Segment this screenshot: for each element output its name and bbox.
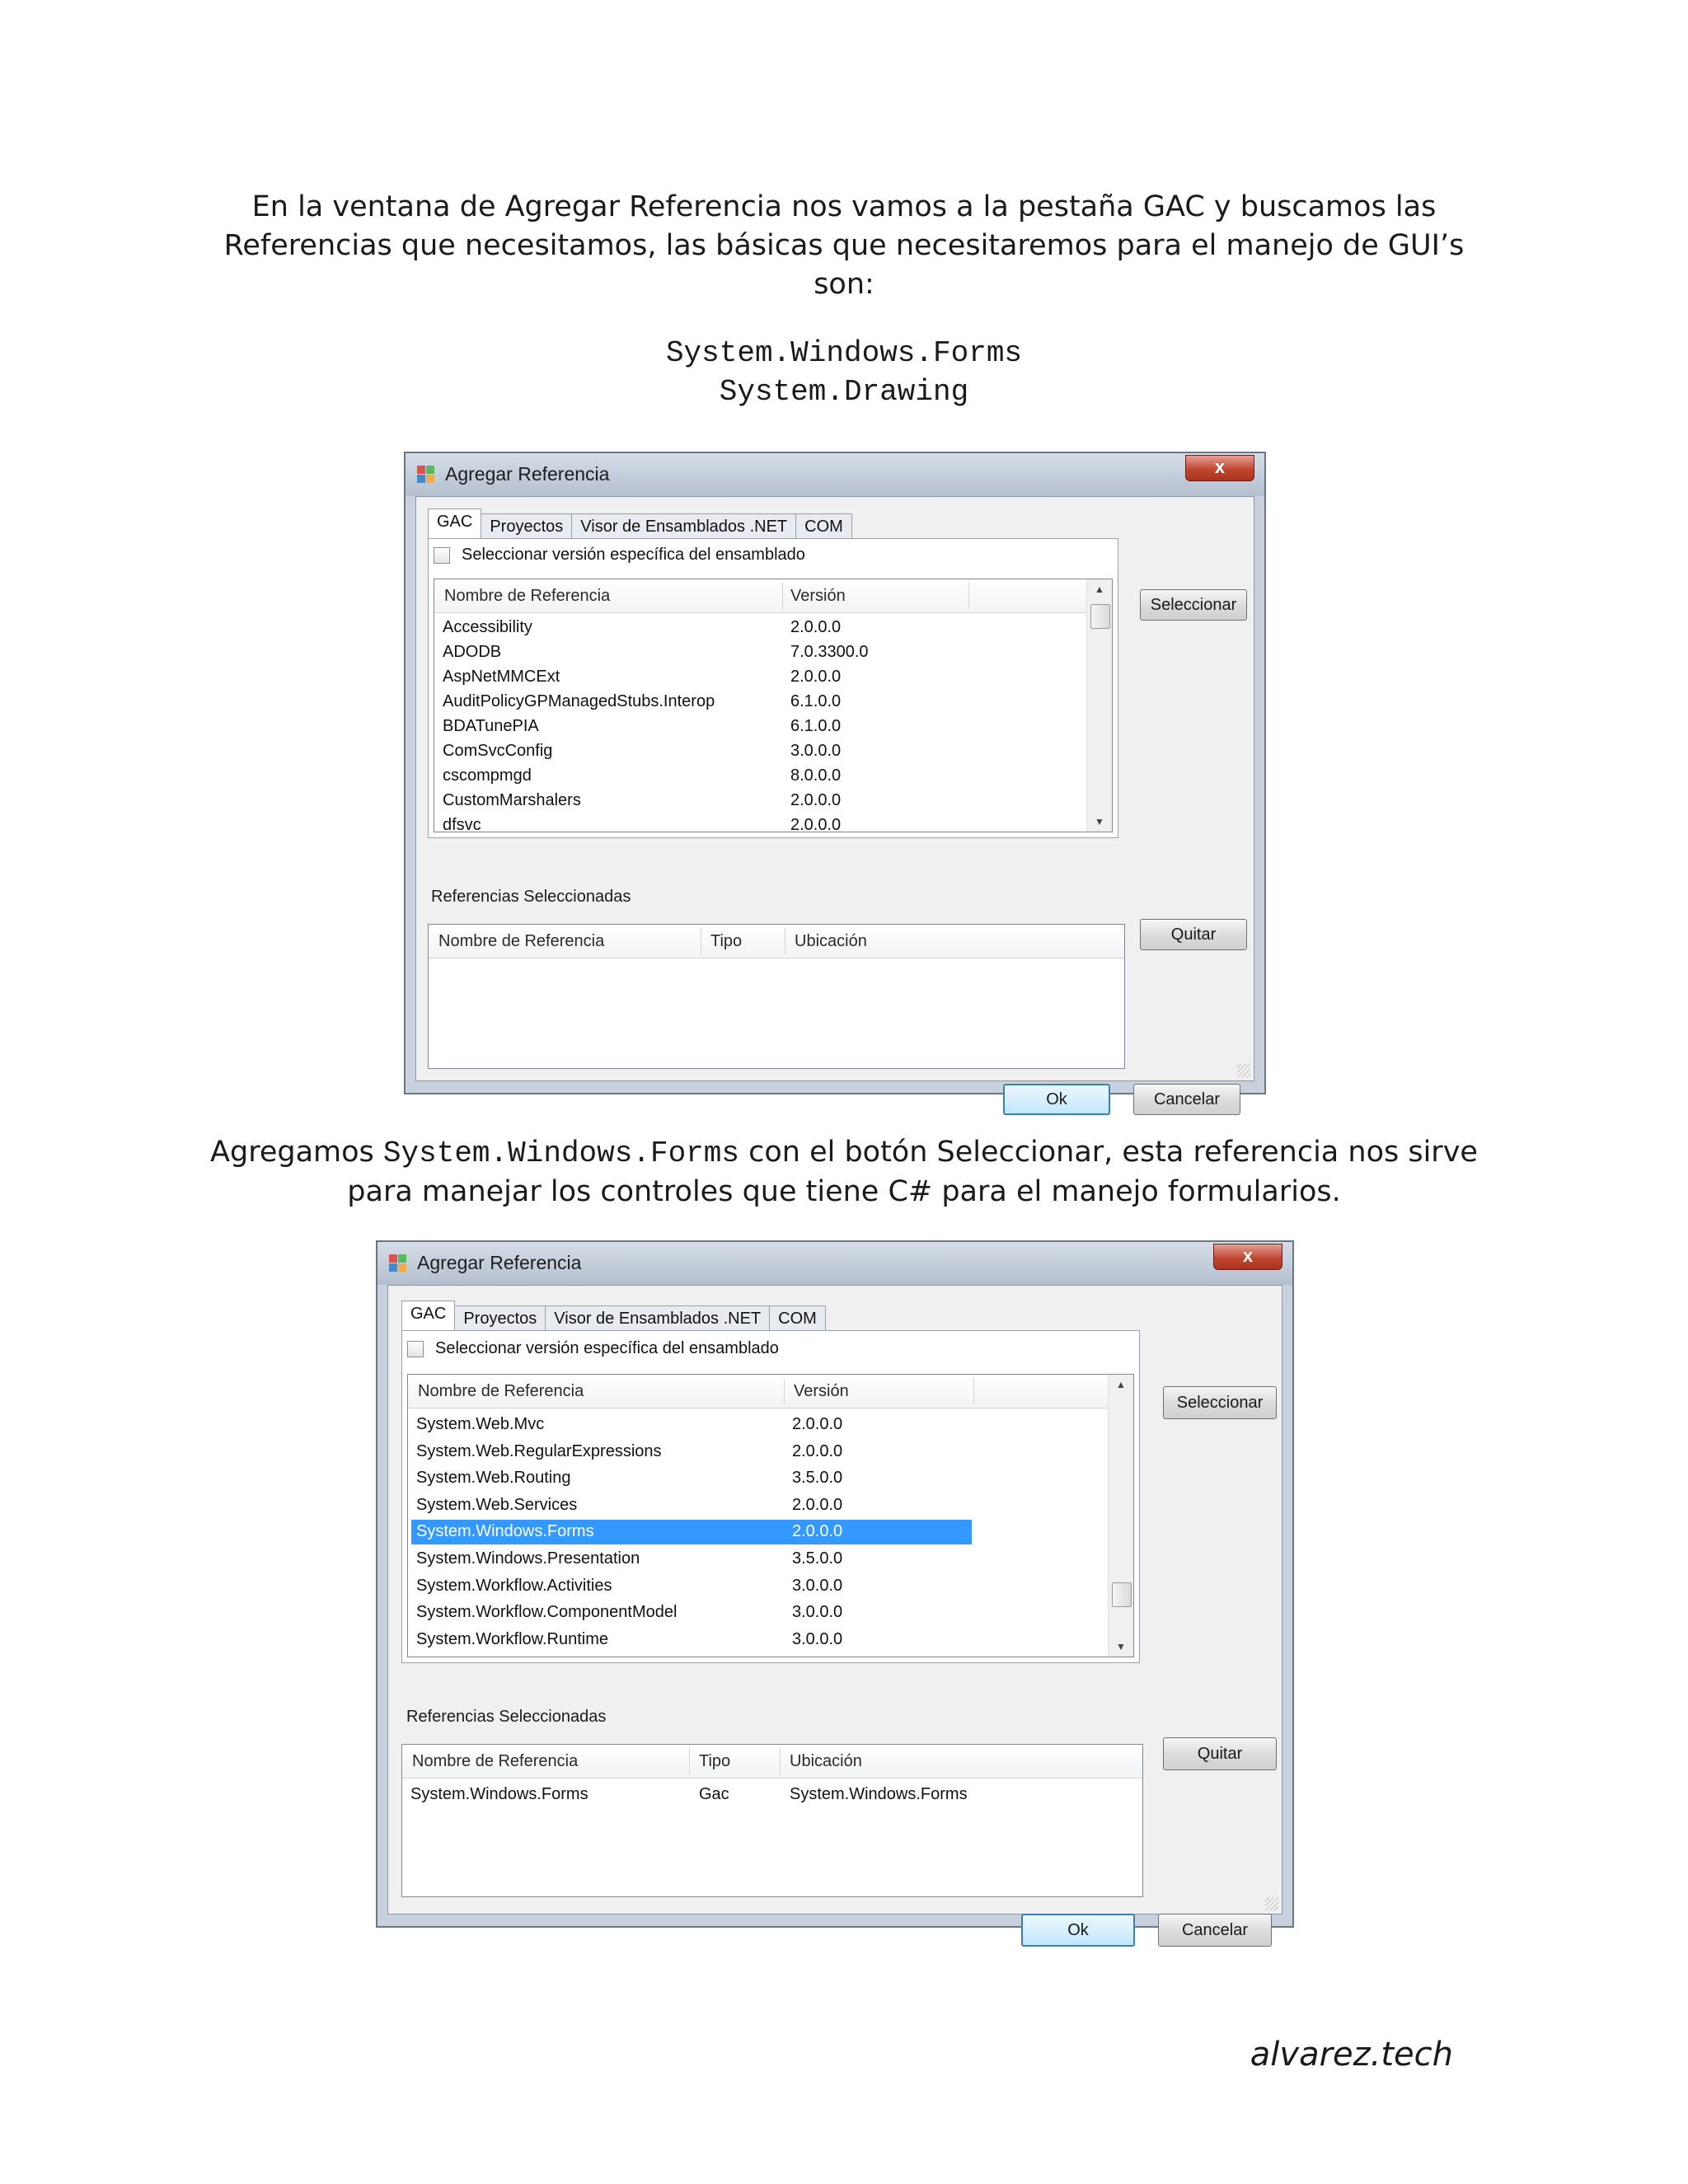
specific-version-label: Seleccionar versión específica del ensamblado: [462, 546, 805, 564]
list-scrollbar[interactable]: [1086, 579, 1112, 832]
reference-version: 2.0.0.0: [792, 1415, 843, 1433]
add-reference-dialog: [376, 1240, 1294, 1939]
scroll-thumb[interactable]: [1112, 1582, 1132, 1607]
column-header-location[interactable]: Ubicación: [795, 932, 867, 950]
intro-paragraph: En la ventana de Agregar Referencia nos vamos a la pestaña GAC y buscamos las Referencias que necesitamos, las básicas que necesitaremos para el manejo de GUI’s son:: [223, 190, 1465, 301]
list-item[interactable]: [438, 665, 1112, 690]
code-line: System.Drawing: [719, 375, 969, 409]
list-item[interactable]: [438, 715, 1112, 739]
column-header-type[interactable]: Tipo: [699, 1752, 731, 1770]
reference-version: 2.0.0.0: [792, 1495, 843, 1514]
list-item[interactable]: [438, 690, 1112, 715]
ok-button[interactable]: Ok: [1021, 1914, 1135, 1947]
tab-gac[interactable]: GAC: [428, 509, 481, 538]
reference-name: System.Windows.Forms: [416, 1522, 594, 1541]
tab-visor-ensamblados[interactable]: Visor de Ensamblados .NET: [545, 1305, 770, 1330]
selected-references-list[interactable]: [401, 1744, 1143, 1897]
title-bar[interactable]: [406, 453, 1264, 496]
title-bar[interactable]: [377, 1242, 1292, 1285]
reference-version: 3.0.0.0: [792, 1603, 843, 1622]
specific-version-label: Seleccionar versión específica del ensamblado: [435, 1339, 779, 1357]
resize-grip[interactable]: [1265, 1897, 1278, 1910]
code-block: [206, 334, 1482, 411]
reference-list[interactable]: [434, 579, 1113, 832]
remove-button[interactable]: Quitar: [1163, 1737, 1277, 1770]
reference-version: 2.0.0.0: [790, 668, 842, 686]
column-header-version[interactable]: Versión: [794, 1382, 849, 1400]
reference-name: System.Workflow.Activities: [416, 1576, 612, 1595]
tab-com[interactable]: COM: [795, 513, 852, 538]
window-title: Agregar Referencia: [417, 1252, 582, 1273]
reference-name: System.Web.Routing: [416, 1469, 571, 1488]
list-item[interactable]: [438, 813, 1112, 832]
selected-list-header: [402, 1745, 1142, 1779]
specific-version-checkbox[interactable]: [434, 547, 450, 564]
reference-version: 3.5.0.0: [792, 1549, 843, 1568]
list-item[interactable]: [438, 764, 1112, 789]
reference-name: AuditPolicyGPManagedStubs.Interop: [443, 692, 715, 710]
list-item[interactable]: [411, 1547, 1133, 1572]
column-header-version[interactable]: Versión: [790, 587, 846, 605]
selected-references-label: Referencias Seleccionadas: [406, 1708, 607, 1726]
reference-version: 3.0.0.0: [790, 742, 842, 760]
selected-list-header: [429, 925, 1124, 958]
scroll-thumb[interactable]: [1090, 604, 1110, 629]
list-item[interactable]: [411, 1493, 1133, 1518]
cancel-button[interactable]: Cancelar: [1133, 1084, 1240, 1115]
list-item[interactable]: [411, 1466, 1133, 1491]
column-header-name[interactable]: Nombre de Referencia: [412, 1752, 579, 1770]
tab-proyectos[interactable]: Proyectos: [454, 1305, 546, 1330]
scroll-up-icon[interactable]: ▲: [1095, 583, 1104, 595]
reference-version: 3.5.0.0: [792, 1469, 843, 1488]
ok-button[interactable]: Ok: [1003, 1084, 1110, 1115]
column-header-location[interactable]: Ubicación: [790, 1752, 862, 1770]
reference-name: BDATunePIA: [443, 717, 539, 735]
dialog-body: [415, 496, 1254, 1108]
close-icon[interactable]: x: [1213, 1244, 1282, 1270]
middle-text-prefix: Agregamos: [210, 1136, 383, 1169]
gac-tab-panel: [401, 1330, 1140, 1663]
selected-reference-type: Gac: [699, 1785, 729, 1803]
resize-grip[interactable]: [1237, 1064, 1250, 1077]
reference-version: 6.1.0.0: [790, 717, 842, 735]
reference-name: ComSvcConfig: [443, 742, 553, 760]
reference-list[interactable]: [407, 1374, 1134, 1657]
reference-name: System.Workflow.ComponentModel: [416, 1603, 678, 1622]
middle-text-suffix: con el botón Seleccionar, esta referencia nos sirve para manejar los controles que tiene C# para el manejo formularios.: [347, 1136, 1478, 1208]
app-icon: [389, 1254, 407, 1272]
reference-version: 2.0.0.0: [790, 618, 842, 636]
code-line: System.Windows.Forms: [665, 336, 1023, 370]
reference-name: dfsvc: [443, 816, 481, 832]
selected-references-label: Referencias Seleccionadas: [431, 888, 631, 906]
reference-version: 3.0.0.0: [792, 1629, 843, 1648]
select-button[interactable]: Seleccionar: [1163, 1386, 1277, 1419]
list-header: [434, 579, 1112, 613]
column-header-name[interactable]: Nombre de Referencia: [418, 1382, 584, 1400]
middle-paragraph: [206, 1133, 1482, 1212]
selected-references-list[interactable]: [428, 924, 1125, 1069]
reference-version: 3.0.0.0: [792, 1576, 843, 1595]
specific-version-row[interactable]: [407, 1339, 779, 1358]
list-item[interactable]: [411, 1413, 1133, 1437]
reference-name: System.Web.RegularExpressions: [416, 1441, 662, 1460]
reference-version: 2.0.0.0: [790, 791, 842, 809]
app-icon: [417, 466, 435, 484]
scroll-down-icon[interactable]: ▼: [1095, 816, 1104, 827]
reference-version: 2.0.0.0: [792, 1522, 843, 1541]
reference-name: ADODB: [443, 643, 502, 661]
reference-version: 2.0.0.0: [790, 816, 842, 832]
scroll-up-icon[interactable]: ▲: [1116, 1379, 1126, 1390]
selected-reference-location: System.Windows.Forms: [790, 1785, 968, 1803]
reference-name: System.Workflow.Runtime: [416, 1629, 609, 1648]
column-header-name[interactable]: Nombre de Referencia: [438, 932, 605, 950]
reference-name: System.Windows.Presentation: [416, 1549, 640, 1568]
tab-strip: [401, 1305, 825, 1330]
window-title: Agregar Referencia: [445, 463, 610, 485]
list-scrollbar[interactable]: [1108, 1375, 1133, 1657]
list-item[interactable]: [411, 1440, 1133, 1465]
list-header: [408, 1375, 1133, 1408]
list-item[interactable]: [411, 1574, 1133, 1599]
tab-com[interactable]: COM: [769, 1305, 826, 1330]
reference-name: System.Web.Mvc: [416, 1415, 545, 1433]
list-item[interactable]: [438, 640, 1112, 665]
remove-button[interactable]: Quitar: [1140, 919, 1247, 950]
scroll-down-icon[interactable]: ▼: [1116, 1641, 1126, 1652]
reference-name: CustomMarshalers: [443, 791, 581, 809]
cancel-button[interactable]: Cancelar: [1158, 1914, 1272, 1947]
reference-name: cscompmgd: [443, 766, 532, 785]
reference-name: System.Web.Services: [416, 1495, 578, 1514]
middle-text-code: System.Windows.Forms: [382, 1137, 739, 1170]
specific-version-row[interactable]: [434, 546, 805, 565]
specific-version-checkbox[interactable]: [407, 1341, 424, 1357]
tab-proyectos[interactable]: Proyectos: [481, 513, 572, 538]
reference-version: 8.0.0.0: [790, 766, 842, 785]
reference-name: AspNetMMCExt: [443, 668, 560, 686]
list-item[interactable]: [438, 789, 1112, 813]
reference-name: Accessibility: [443, 618, 532, 636]
tab-strip: [428, 513, 851, 538]
footer-brand: alvarez.tech: [1250, 2036, 1453, 2074]
selected-reference-name: System.Windows.Forms: [410, 1785, 588, 1803]
reference-version: 7.0.3300.0: [790, 643, 869, 661]
list-item[interactable]: [438, 739, 1112, 764]
tab-gac[interactable]: GAC: [401, 1301, 455, 1330]
list-item[interactable]: [411, 1601, 1133, 1625]
select-button[interactable]: Seleccionar: [1140, 589, 1247, 621]
reference-version: 6.1.0.0: [790, 692, 842, 710]
tab-visor-ensamblados[interactable]: Visor de Ensamblados .NET: [571, 513, 796, 538]
column-header-type[interactable]: Tipo: [710, 932, 743, 950]
close-icon[interactable]: x: [1185, 455, 1254, 481]
list-item[interactable]: [411, 1520, 972, 1544]
reference-version: 2.0.0.0: [792, 1441, 843, 1460]
dialog-body: [387, 1285, 1282, 1939]
column-header-name[interactable]: Nombre de Referencia: [444, 587, 611, 605]
selected-reference-row[interactable]: [406, 1783, 1142, 1807]
add-reference-dialog: [404, 452, 1266, 1108]
list-item[interactable]: [438, 616, 1112, 640]
list-item[interactable]: [411, 1628, 1133, 1652]
gac-tab-panel: [428, 538, 1118, 838]
